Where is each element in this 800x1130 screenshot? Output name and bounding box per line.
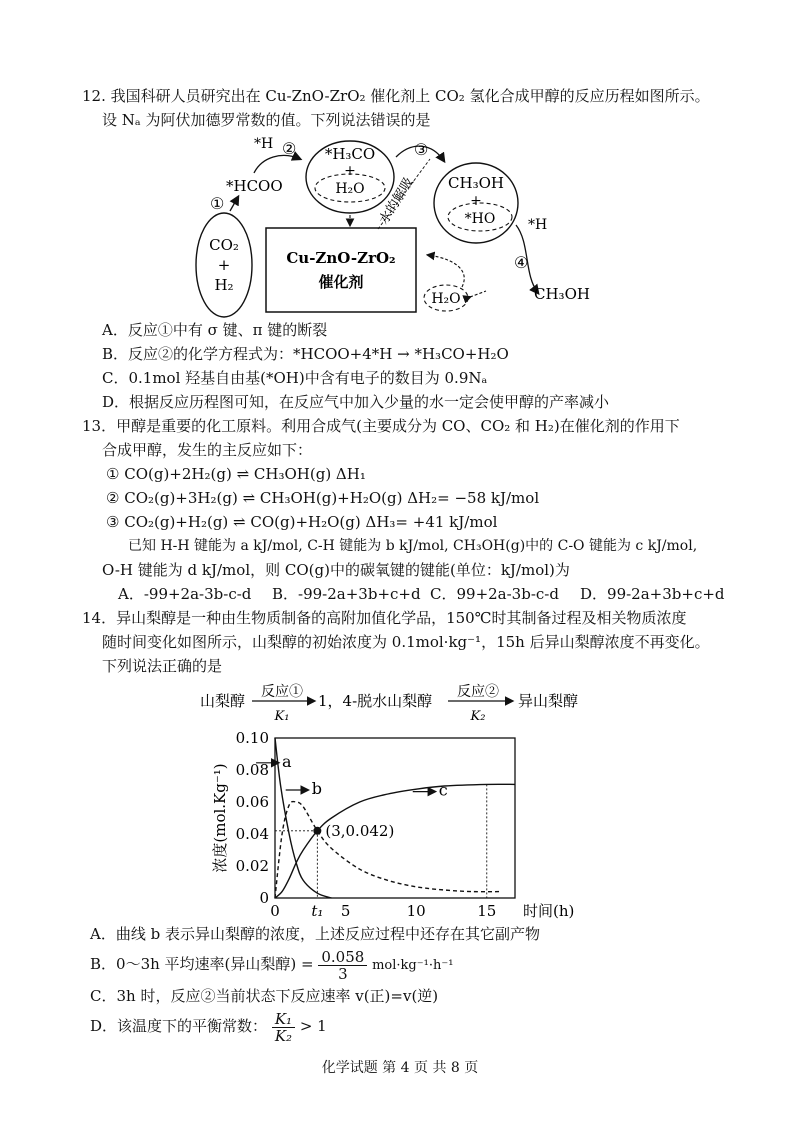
scheme-middle: 1，4-脱水山梨醇 <box>318 692 433 710</box>
ch3oh-top-label: CH₃OH <box>448 174 504 192</box>
q13-given-line1: 已知 H-H 键能为 a kJ/mol, C-H 键能为 b kJ/mol, CH₃OH(g)中的 C-O 键能为 c kJ/mol, <box>128 538 698 554</box>
q14-scheme <box>0 680 800 730</box>
x-axis-label: 时间(h) <box>523 902 575 920</box>
q13-option-b: B．-99-2a+3b+c+d <box>272 585 421 603</box>
q13-given-line2: O-H 键能为 d kJ/mol，则 CO(g)中的碳氧键的键能(单位：kJ/mol)为 <box>102 561 570 579</box>
concentration-chart <box>0 730 800 920</box>
y-tick-label: 0 <box>259 889 269 907</box>
plus-2: + <box>470 193 482 209</box>
q12-reaction-diagram <box>0 125 800 325</box>
star-h-1: *H <box>254 136 274 152</box>
catalyst-line2: 催化剂 <box>318 273 364 291</box>
h2-label: H₂ <box>214 276 234 294</box>
co2-label: CO₂ <box>209 236 239 254</box>
circ-1: ① <box>210 194 225 213</box>
series-label-a: a <box>282 751 292 771</box>
q13-option-d: D．99-2a+3b+c+d <box>580 585 725 603</box>
y-tick-label: 0.08 <box>235 761 269 779</box>
x-tick-label: 0 <box>270 902 280 920</box>
q12-stem-line2: 设 Nₐ 为阿伏加德罗常数的值。下列说法错误的是 <box>102 111 431 129</box>
ho-label: *HO <box>464 211 496 227</box>
y-tick-label: 0.04 <box>235 825 269 843</box>
option-d-num: K₁ <box>272 1011 295 1028</box>
scheme-step1-top: 反应① <box>261 684 303 700</box>
y-axis-label: 浓度(mol.Kg⁻¹) <box>211 763 229 873</box>
q13-reaction-1: ① CO(g)+2H₂(g) ⇌ CH₃OH(g) ΔH₁ <box>106 465 366 483</box>
q14-stem-line3: 下列说法正确的是 <box>102 657 223 675</box>
q12-option-b: B．反应②的化学方程式为：*HCOO+4*H → *H₃CO+H₂O <box>102 345 509 363</box>
circ-2: ② <box>282 139 297 158</box>
circ-4: ④ <box>514 253 529 272</box>
option-d-fraction <box>272 1011 295 1044</box>
x-tick-label: 15 <box>477 902 497 920</box>
scheme-product: 异山梨醇 <box>518 692 579 710</box>
plus-3: + <box>217 256 231 274</box>
q14-option-d <box>90 1006 327 1046</box>
h3co-label: *H₃CO <box>324 145 376 163</box>
q13-option-a: A．-99+2a-3b-c-d <box>118 585 252 603</box>
catalyst-line1: Cu-ZnO-ZrO₂ <box>286 249 396 267</box>
ch3oh-out-label: CH₃OH <box>534 285 590 303</box>
x-tick-label: 5 <box>340 902 351 920</box>
q12-option-a: A．反应①中有 σ 键、π 键的断裂 <box>102 321 328 339</box>
plot-frame <box>275 738 515 898</box>
scheme-step1-bottom: K₁ <box>274 709 290 724</box>
point-annotation: (3,0.042) <box>325 821 395 840</box>
water-desorb-label: 水的解吸 <box>376 175 417 228</box>
option-d-den: K₂ <box>274 1026 293 1045</box>
q14-option-a: A．曲线 b 表示异山梨醇的浓度，上述反应过程中还存在其它副产物 <box>90 925 540 943</box>
y-tick-label: 0.06 <box>235 793 269 811</box>
hcooh-label: *HCOO <box>226 177 283 195</box>
option-b-num: 0.058 <box>318 949 367 966</box>
option-d-suffix: > 1 <box>299 1017 327 1035</box>
series-line-b <box>275 801 501 898</box>
series-label-c: c <box>438 780 448 800</box>
option-b-den: 3 <box>338 964 348 983</box>
q12-stem-line1: 12. 我国科研人员研究出在 Cu-ZnO-ZrO₂ 催化剂上 CO₂ 氢化合成甲醇的反应历程如图所示。 <box>82 87 710 105</box>
q14-option-c: C．3h 时，反应②当前状态下反应速率 v(正)=v(逆) <box>90 987 439 1005</box>
plus-1: + <box>344 163 356 179</box>
intersection-point <box>313 827 321 835</box>
option-d-prefix: D．该温度下的平衡常数： <box>90 1017 268 1035</box>
star-h-2: *H <box>528 217 548 233</box>
q13-stem-line1: 13．甲醇是重要的化工原料。利用合成气(主要成分为 CO、CO₂ 和 H₂)在催化剂的作用下 <box>82 417 680 435</box>
option-b-unit: mol·kg⁻¹·h⁻¹ <box>372 958 454 973</box>
series-line-c <box>275 784 515 898</box>
x-tick-label: 10 <box>406 902 426 920</box>
q14-option-b <box>90 944 453 986</box>
scheme-step2-top: 反应② <box>457 684 499 700</box>
q13-reaction-2: ② CO₂(g)+3H₂(g) ⇌ CH₃OH(g)+H₂O(g) ΔH₂= −58 kJ/mol <box>106 489 540 507</box>
catalyst-box <box>266 228 416 312</box>
q12-option-c: C．0.1mol 羟基自由基(*OH)中含有电子的数目为 0.9Nₐ <box>102 369 488 387</box>
y-tick-label: 0.02 <box>235 857 269 875</box>
page-footer: 化学试题 第 4 页 共 8 页 <box>321 1060 479 1076</box>
q13-stem-line2: 合成甲醇，发生的主反应如下： <box>102 441 313 459</box>
option-b-fraction <box>318 949 367 982</box>
q14-stem-line1: 14．异山梨醇是一种由生物质制备的高附加值化学品，150℃时其制备过程及相关物质浓度 <box>82 609 687 627</box>
scheme-step2-bottom: K₂ <box>470 709 486 724</box>
scheme-reactant: 山梨醇 <box>200 692 246 710</box>
option-b-prefix: B．0～3h 平均速率(异山梨醇) = <box>90 955 314 973</box>
h2o-label-2: H₂O <box>431 291 461 307</box>
y-tick-label: 0.10 <box>235 730 269 747</box>
x-tick-label: t₁ <box>311 902 324 920</box>
q13-reaction-3: ③ CO₂(g)+H₂(g) ⇌ CO(g)+H₂O(g) ΔH₃= +41 kJ/mol <box>106 513 498 531</box>
circ-3: ③ <box>414 140 429 159</box>
series-label-b: b <box>311 779 322 798</box>
q13-option-c: C．99+2a-3b-c-d <box>430 585 559 603</box>
h2o-label-1: H₂O <box>335 181 365 197</box>
q14-stem-line2: 随时间变化如图所示，山梨醇的初始浓度为 0.1mol·kg⁻¹，15h 后异山梨醇浓度不再变化。 <box>102 633 710 651</box>
q12-option-d: D．根据反应历程图可知，在反应气中加入少量的水一定会使甲醇的产率减小 <box>102 393 610 411</box>
